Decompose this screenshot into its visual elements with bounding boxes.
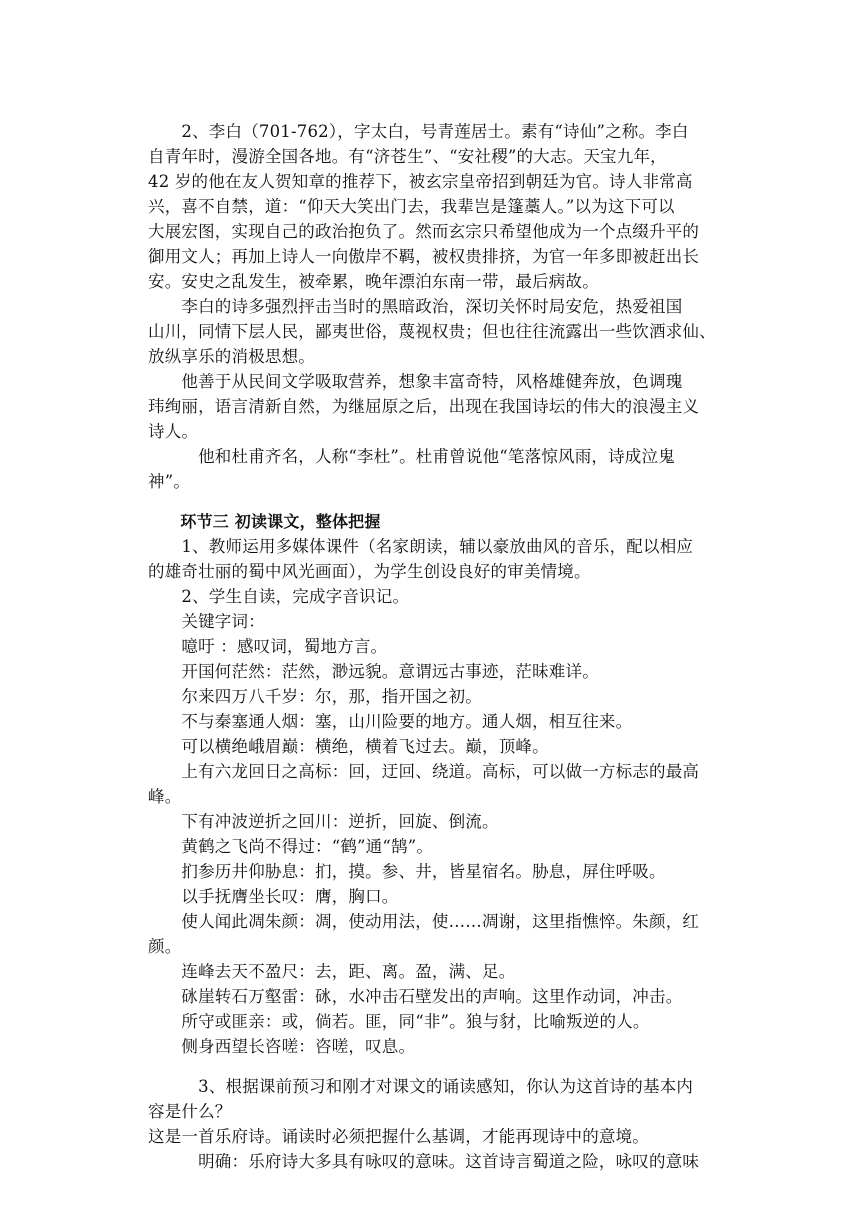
text-line: 兴，喜不自禁，道：“仰天大笑出门去，我辈岂是篷藁人。”以为这下可以: [148, 197, 675, 216]
text-line: 关键字词：: [148, 612, 265, 631]
text-line: 玮绚丽，语言清新自然，为继屈原之后，出现在我国诗坛的伟大的浪漫主义: [148, 397, 700, 416]
text-line: 下有冲波逆折之回川：逆折，回旋、倒流。: [148, 812, 499, 831]
text-line: 使人闻此凋朱颜：凋，使动用法，使……凋谢，这里指憔悴。朱颜，红: [148, 912, 700, 931]
text-line: 自青年时，漫游全国各地。有“济苍生”、“安社稷”的大志。天宝九年，: [148, 147, 667, 166]
text-line: 砯崖转石万壑雷：砯，水冲击石壁发出的声响。这里作动词，冲击。: [148, 987, 683, 1006]
text-line: 侧身西望长咨嗟：咨嗟，叹息。: [148, 1037, 416, 1056]
text-line: 连峰去天不盈尺：去，距、离。盈，满、足。: [148, 962, 516, 981]
text-line: 尔来四万八千岁：尔，那，指开国之初。: [148, 687, 482, 706]
text-line: 这是一首乐府诗。诵读时必须把握什么基调，才能再现诗中的意境。: [148, 1127, 649, 1146]
text-line: 大展宏图，实现自己的政治抱负了。然而玄宗只希望他成为一个点缀升平的: [148, 222, 700, 241]
text-line: 山川，同情下层人民，鄙夷世俗，蔑视权贵；但也往往流露出一些饮酒求仙、: [148, 322, 716, 341]
text-line: 容是什么？: [148, 1102, 232, 1121]
text-line: 上有六龙回日之高标：回，迂回、绕道。高标，可以做一方标志的最高: [148, 762, 700, 781]
text-line: 扪参历井仰胁息：扪，摸。参、井，皆星宿名。胁息，屏住呼吸。: [148, 862, 666, 881]
text-line: 黄鹤之飞尚不得过：“鹤”通“鹄”。: [148, 837, 434, 856]
text-line: 他善于从民间文学吸取营养，想象丰富奇特，风格雄健奔放，色调瑰: [148, 372, 683, 391]
text-line: 3、根据课前预习和刚才对课文的诵读感知，你认为这首诗的基本内: [148, 1077, 694, 1096]
text-line: 不与秦塞通人烟：塞，山川险要的地方。通人烟，相互往来。: [148, 712, 633, 731]
text-line: 2、李白（701-762），字太白，号青莲居士。素有“诗仙”之称。李白: [148, 122, 689, 141]
text-line: 放纵享乐的消极思想。: [148, 347, 315, 366]
text-line: 颜。: [148, 937, 182, 956]
text-line: 可以横绝峨眉巅：横绝，横着飞过去。巅，顶峰。: [148, 737, 549, 756]
text-line: 神”。: [148, 472, 191, 491]
text-line: 噫吁 ：感叹词，蜀地方言。: [148, 637, 388, 656]
text-line: 的雄奇壮丽的蜀中风光画面），为学生创设良好的审美情境。: [148, 562, 591, 581]
text-line: 所守或匪亲：或，倘若。匪，同“非”。狼与豺，比喻叛逆的人。: [148, 1012, 650, 1031]
text-line: 李白的诗多强烈抨击当时的黑暗政治，深切关怀时局安危，热爱祖国: [148, 297, 683, 316]
text-line: 御用文人；再加上诗人一向傲岸不羁，被权贵排挤，为官一年多即被赶出长: [148, 247, 700, 266]
text-line: 安。安史之乱发生，被牵累，晚年漂泊东南一带，最后病故。: [148, 272, 599, 291]
text-line: 2、学生自读，完成字音识记。: [148, 587, 410, 606]
text-line: 42 岁的他在友人贺知章的推荐下，被玄宗皇帝招到朝廷为官。诗人非常高: [148, 172, 693, 191]
text-line: 明确：乐府诗大多具有咏叹的意味。这首诗言蜀道之险，咏叹的意味: [148, 1152, 700, 1171]
text-line: 开国何茫然：茫然，渺远貌。意谓远古事迹，茫昧难详。: [148, 662, 599, 681]
text-line: 峰。: [148, 787, 182, 806]
text-line: 以手抚膺坐长叹：膺，胸口。: [148, 887, 399, 906]
text-line: 他和杜甫齐名，人称“李杜”。杜甫曾说他“笔落惊风雨，诗成泣鬼: [148, 447, 675, 466]
section-heading: 环节三 初读课文，整体把握: [148, 512, 381, 531]
text-line: 诗人。: [148, 422, 199, 441]
text-line: 1、教师运用多媒体课件（名家朗读，辅以豪放曲风的音乐，配以相应: [148, 537, 694, 556]
